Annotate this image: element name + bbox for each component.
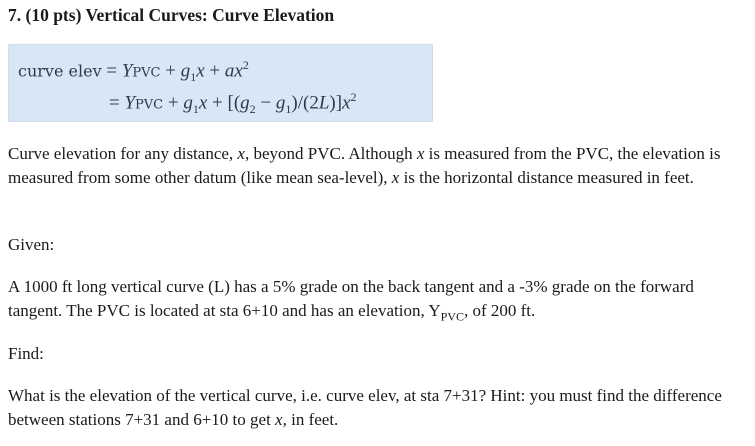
equation-line-1: curve elev = YPVC + $g_1x + ax^2$ [18, 58, 249, 85]
equation-image [8, 44, 433, 122]
find-label: Find: [8, 344, 44, 363]
question-title: 7. (10 pts) Vertical Curves: Curve Elevation [8, 5, 335, 25]
curve-elevation-description: Curve elevation for any distance, x, beyond PVC. Although x is measured from the PVC, the elevation is measured from some other datum (like mean sea-level), x is the horizontal distance measured in feet. [8, 144, 721, 187]
equation-line-2: = YPVC + $g_1x + [(g_2 - g_1)/(2L)]x^2$ [109, 90, 357, 117]
given-text: A 1000 ft long vertical curve (L) has a 5% grade on the back tangent and a -3% grade on the forward tangent. The PVC is located at sta 6+10 and has an elevation, $Y_{PVC}$, of 200 ft. [8, 277, 694, 324]
find-question: What is the elevation of the vertical curve, i.e. curve elev, at sta 7+31? Hint: you must find the difference between stations 7+31 and 6+10 to get x, in feet. [8, 386, 722, 429]
given-label: Given: [8, 235, 55, 254]
